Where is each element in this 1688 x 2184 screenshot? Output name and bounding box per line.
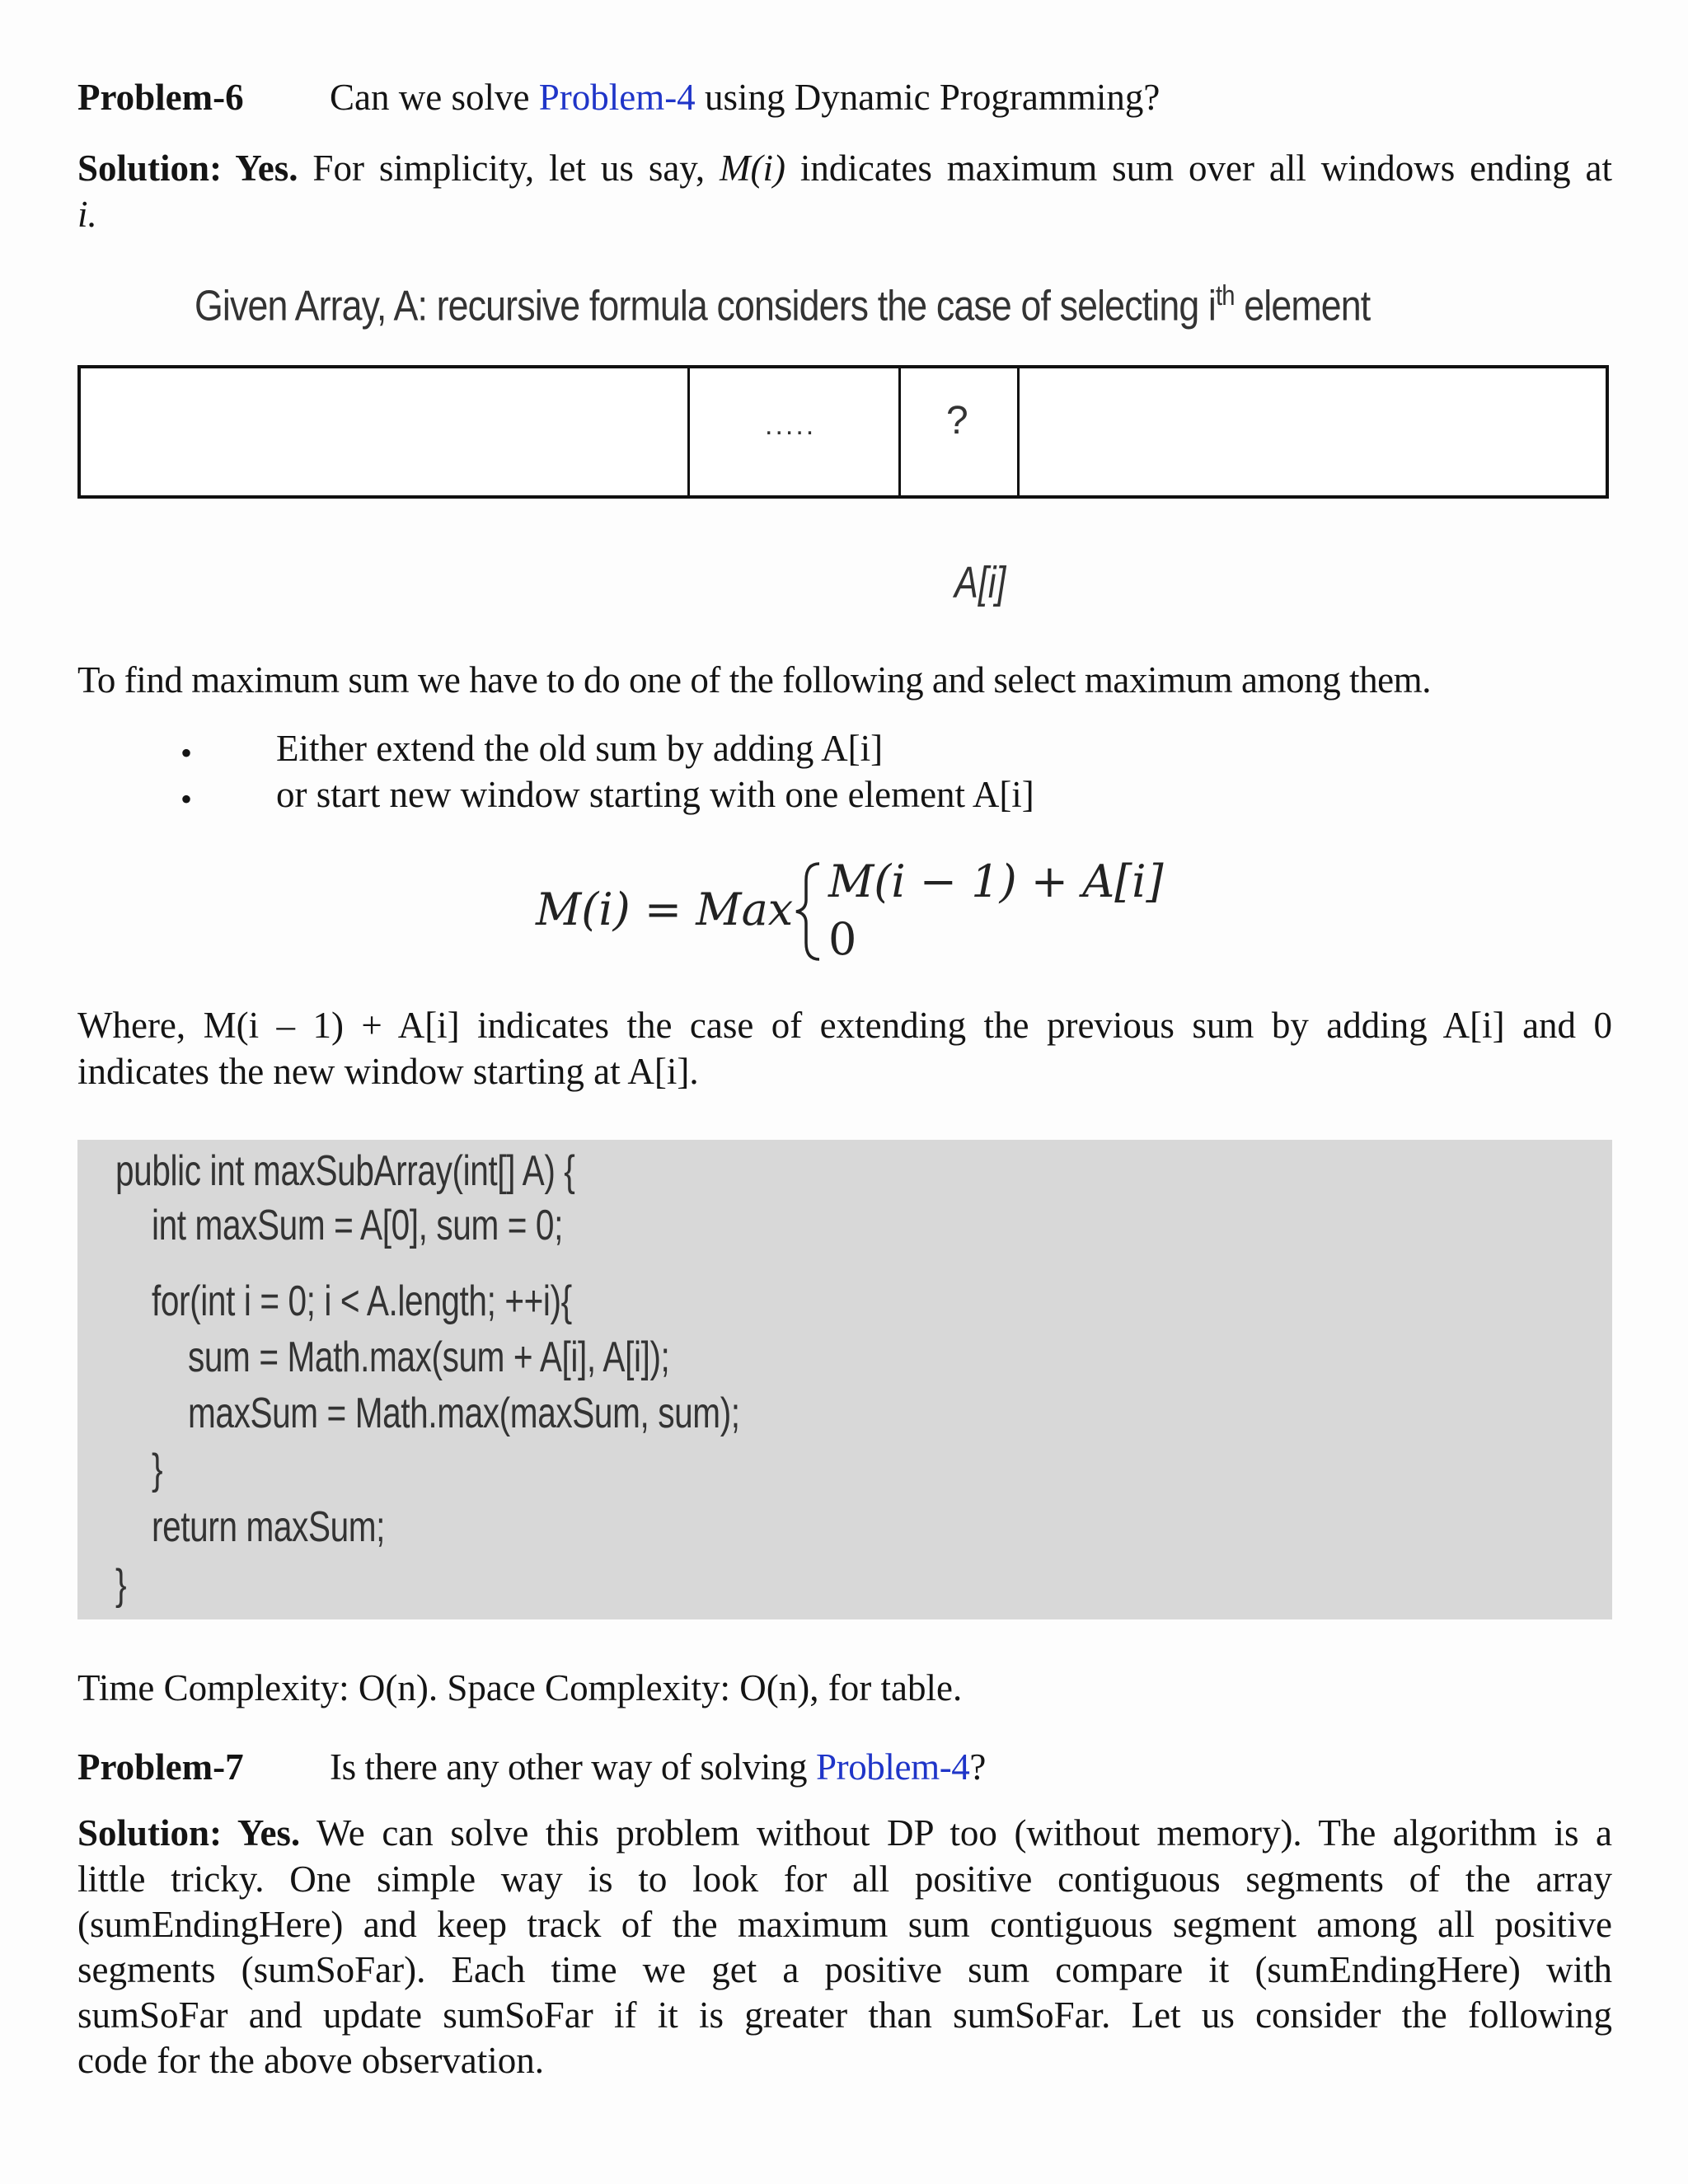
formula-brace	[791, 857, 824, 968]
solution-7-line-1	[77, 1810, 1612, 1856]
solution-text: For simplicity, let us say,	[298, 148, 720, 189]
solution-label: Solution: Yes.	[77, 148, 298, 189]
problem-7-label: Problem-7	[77, 1746, 244, 1788]
code-line: }	[115, 1561, 127, 1609]
question-text-end: ?	[969, 1746, 986, 1788]
array-figure	[77, 365, 1609, 499]
question-text: Can we solve	[330, 77, 539, 118]
code-line: return maxSum;	[152, 1503, 386, 1551]
caption-end: element	[1234, 282, 1371, 330]
array-divider	[687, 368, 690, 495]
solution-7-line-2: little tricky. One simple way is to look for all positive contiguous segments of the array	[77, 1858, 1612, 1900]
formula-case-2: 0	[828, 913, 857, 965]
problem-7-heading	[77, 1744, 244, 1790]
solution-7-line-4: segments (sumSoFar). Each time we get a positive sum compare it (sumEndingHere) with	[77, 1949, 1612, 1990]
solution-text-end: indicates maximum sum over all windows ending at	[785, 148, 1612, 189]
problem-6-heading	[77, 74, 244, 120]
caption-superscript: th	[1216, 280, 1235, 312]
where-line-2: indicates the new window starting at A[i].	[77, 1051, 699, 1092]
problem-4-link[interactable]: Problem-4	[816, 1746, 970, 1788]
solution-7-line-6: code for the above observation.	[77, 2040, 545, 2081]
bullet-marker: •	[181, 780, 193, 818]
problem-7-question	[330, 1744, 986, 1790]
code-block	[77, 1140, 1612, 1619]
solution-6-line-1	[77, 145, 1612, 191]
complexity-text: Time Complexity: O(n). Space Complexity: O(n), for table.	[77, 1667, 963, 1708]
code-line: for(int i = 0; i < A.length; ++i){	[152, 1277, 572, 1325]
problem-4-link[interactable]: Problem-4	[538, 77, 696, 118]
figure-caption	[195, 280, 1370, 330]
formula-case-1: M(i − 1) + A[i]	[828, 855, 1164, 907]
solution-6-line-2	[77, 191, 97, 237]
code-line: sum = Math.max(sum + A[i], A[i]);	[188, 1333, 670, 1381]
question-text-end: using Dynamic Programming?	[695, 77, 1160, 118]
solution-text: We can solve this problem without DP too (without memory). The algorithm is a	[300, 1812, 1612, 1854]
code-line: }	[152, 1446, 163, 1493]
array-divider	[898, 368, 901, 495]
bullet-text: Either extend the old sum by adding A[i]	[276, 728, 884, 769]
array-divider	[1017, 368, 1020, 495]
code-line: public int maxSubArray(int[] A) {	[115, 1147, 575, 1195]
question-cell: ?	[946, 399, 968, 443]
solution-7-line-5: sumSoFar and update sumSoFar if it is greater than sumSoFar. Let us consider the following	[77, 1994, 1612, 2036]
array-index-label: A[i]	[954, 558, 1006, 607]
bullet-marker: •	[181, 734, 193, 771]
question-text: Is there any other way of solving	[330, 1746, 816, 1788]
curly-brace-icon	[791, 857, 824, 964]
where-line-1: Where, M(i – 1) + A[i] indicates the case of extending the previous sum by adding A[i] and 0	[77, 1005, 1612, 1046]
problem-6-question	[330, 74, 1160, 120]
code-line: int maxSum = A[0], sum = 0;	[152, 1202, 563, 1249]
i-term: i.	[77, 194, 97, 235]
code-line: maxSum = Math.max(maxSum, sum);	[188, 1390, 740, 1437]
caption-text: Given Array, A: recursive formula considers the case of selecting i	[195, 282, 1217, 330]
bullet-text: or start new window starting with one element A[i]	[276, 774, 1034, 815]
dots-cell: .....	[765, 410, 817, 441]
formula-lhs: M(i) = Max	[536, 883, 794, 935]
solution-label: Solution: Yes.	[77, 1812, 301, 1854]
problem-6-label: Problem-6	[77, 77, 244, 118]
solution-7-line-3: (sumEndingHere) and keep track of the maximum sum contiguous segment among all positive	[77, 1904, 1612, 1945]
intro-text: To find maximum sum we have to do one of the following and select maximum among them.	[77, 659, 1432, 701]
m-i-term: M(i)	[720, 148, 785, 189]
